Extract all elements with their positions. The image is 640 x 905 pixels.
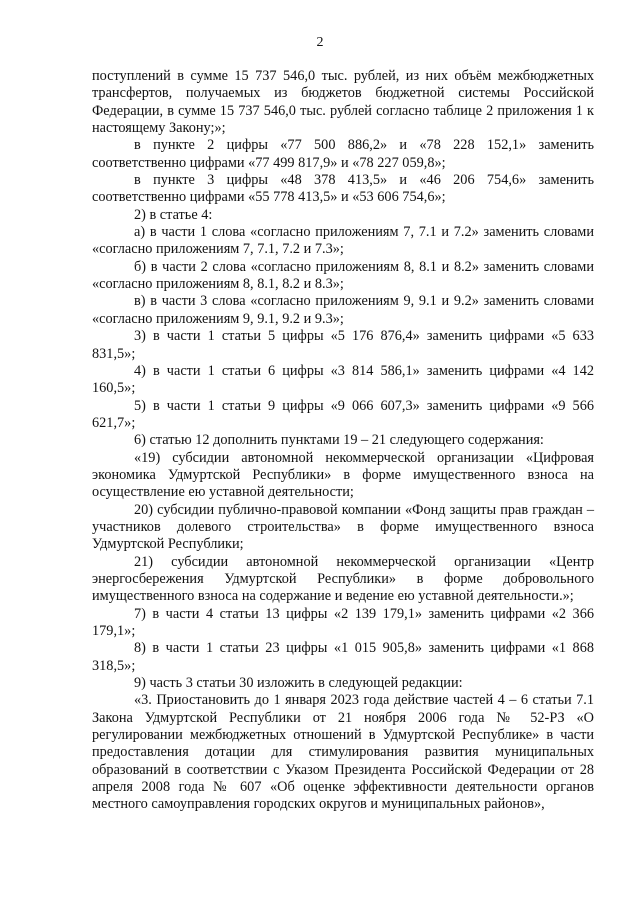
paragraph: 7) в части 4 статьи 13 цифры «2 139 179,1» заменить цифрами «2 366 179,1»; [92, 605, 594, 639]
paragraph: 20) субсидии публично-правовой компании «Фонд защиты прав граждан – участников долевого строительства» в форме имущественного взноса Удмуртской Республики; [92, 501, 594, 553]
paragraph: 8) в части 1 статьи 23 цифры «1 015 905,8» заменить цифрами «1 868 318,5»; [92, 640, 594, 674]
paragraph: «3. Приостановить до 1 января 2023 года действие частей 4 – 6 статьи 7.1 Закона Удмуртской Республики от 21 ноября 2006 года № 52-РЗ «О регулировании межбюджетных отношений в Удмуртской Республике» в части предоставления дотации для стимулирования развития муниципальных образований в соответствии с Указом Президента Российской Федерации от 28 апреля 2008 года № 607 «Об оценке эффективности деятельности органов местного самоуправления городских округов и муниципальных районов», [92, 692, 594, 813]
paragraph: в пункте 2 цифры «77 500 886,2» и «78 228 152,1» заменить соответственно цифрами «77 499 817,9» и «78 227 059,8»; [92, 137, 594, 171]
paragraph: 9) часть 3 статьи 30 изложить в следующей редакции: [134, 675, 463, 692]
paragraph: 21) субсидии автономной некоммерческой организации «Центр энергосбережения Удмуртской Республики» в форме добровольного имущественного взноса на содержание и ведение ею уставной деятельности.»; [92, 553, 594, 605]
paragraph: «19) субсидии автономной некоммерческой организации «Цифровая экономика Удмуртской Республики» в форме имущественного взноса на осуществление ею уставной деятельности; [92, 449, 594, 501]
paragraph: 3) в части 1 статьи 5 цифры «5 176 876,4» заменить цифрами «5 633 831,5»; [92, 328, 594, 362]
paragraph: в пункте 3 цифры «48 378 413,5» и «46 206 754,6» заменить соответственно цифрами «55 778 413,5» и «53 606 754,6»; [92, 172, 594, 206]
paragraph: 5) в части 1 статьи 9 цифры «9 066 607,3» заменить цифрами «9 566 621,7»; [92, 397, 594, 431]
paragraph: а) в части 1 слова «согласно приложениям 7, 7.1 и 7.2» заменить словами «согласно приложениям 7, 7.1, 7.2 и 7.3»; [92, 224, 594, 258]
paragraph: 2) в статье 4: [134, 206, 213, 223]
paragraph: б) в части 2 слова «согласно приложениям 8, 8.1 и 8.2» заменить словами «согласно приложениям 8, 8.1, 8.2 и 8.3»; [92, 258, 594, 293]
page-number: 2 [316, 35, 324, 50]
paragraph: в) в части 3 слова «согласно приложениям 9, 9.1 и 9.2» заменить словами «согласно приложениям 9, 9.1, 9.2 и 9.3»; [92, 293, 594, 327]
document-body [92, 68, 594, 814]
paragraph-continuation: поступлений в сумме 15 737 546,0 тыс. рублей, из них объём межбюджетных трансфертов, получаемых из бюджетов бюджетной системы Российской Федерации, в сумме 15 737 546,0 тыс. рублей согласно таблице 2 приложения 1 к настоящему Закону;»; [92, 68, 594, 137]
paragraph: 6) статью 12 дополнить пунктами 19 – 21 следующего содержания: [134, 432, 544, 449]
paragraph: 4) в части 1 статьи 6 цифры «3 814 586,1» заменить цифрами «4 142 160,5»; [92, 362, 594, 397]
